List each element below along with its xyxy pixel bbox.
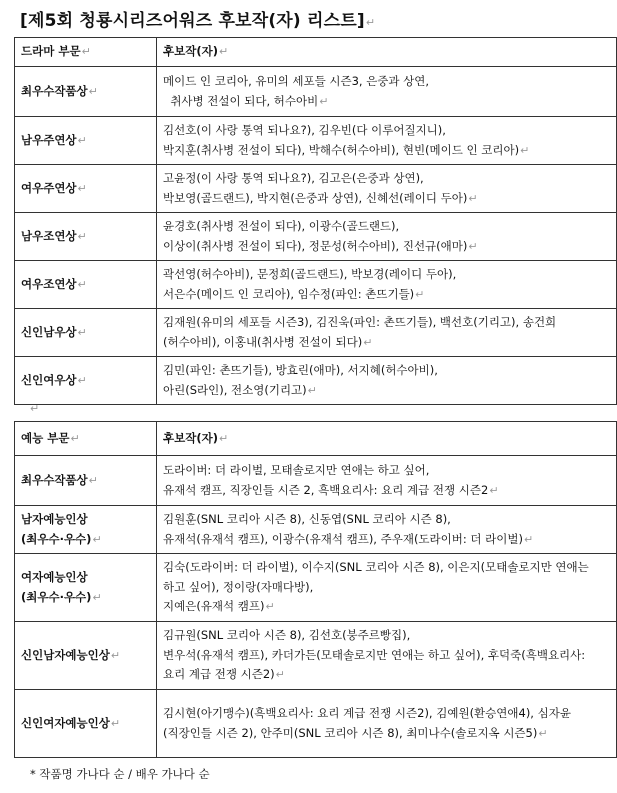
paragraph-mark-icon: ↵: [77, 373, 87, 387]
drama-category-cell: 신인여우상↵: [15, 357, 157, 405]
document-title-text: [제5회 청룡시리즈어워즈 후보작(자) 리스트]: [20, 11, 365, 31]
variety-header-nominees: 후보작(자)↵: [157, 422, 617, 456]
paragraph-mark-icon: ↵: [110, 716, 121, 730]
variety-nominees-cell: 김시현(아기맹수)(흑백요리사: 요리 계급 전쟁 시즌2), 김예원(환승연애4), 심자윤(직장인들 시즌 2), 안주미(SNL 코리아 시즌 8), 최미나수(솔로지옥 시즌5)↵: [157, 690, 617, 758]
drama-row: [15, 117, 617, 165]
paragraph-mark-icon: ↵: [365, 16, 376, 29]
paragraph-mark-icon: ↵: [489, 483, 499, 497]
variety-category-cell: 남자예능인상 (최우수·우수)↵: [15, 506, 157, 554]
variety-category-cell: 여자예능인상 (최우수·우수)↵: [15, 554, 157, 622]
drama-nominees-cell: 윤경호(취사병 전설이 되다), 이광수(골드랜드), 이상이(취사병 전설이 되다), 정문성(허수아비), 진선규(애마)↵: [157, 213, 617, 261]
variety-nominees-cell: 김숙(도라이버: 더 라이벌), 이수지(SNL 코리아 시즌 8), 이은지(모태솔로지만 연애는 하고 싶어), 정이랑(자매다방), 지예은(유재석 캠프)↵: [157, 554, 617, 622]
variety-category-cell: 신인여자예능인상↵: [15, 690, 157, 758]
paragraph-mark-icon: ↵: [30, 402, 40, 415]
paragraph-mark-icon: ↵: [520, 143, 530, 157]
paragraph-mark-icon: ↵: [538, 726, 548, 740]
drama-category-cell: 남우주연상↵: [15, 117, 157, 165]
variety-header-row: [15, 422, 617, 456]
paragraph-mark-icon: ↵: [81, 45, 91, 59]
variety-row: [15, 690, 617, 758]
variety-row: [15, 622, 617, 690]
paragraph-mark-icon: ↵: [70, 431, 80, 445]
drama-nominees-cell: 고윤정(이 사랑 통역 되나요?), 김고은(은중과 상연), 박보영(골드랜드), 박지현(은중과 상연), 신혜선(레이디 두아)↵: [157, 165, 617, 213]
drama-nominees-cell: 곽선영(허수아비), 문정희(골드랜드), 박보경(레이디 두아), 서은수(메이드 인 코리아), 임수정(파인: 촌뜨기들)↵: [157, 261, 617, 309]
drama-row: [15, 309, 617, 357]
paragraph-mark-icon: ↵: [77, 325, 87, 339]
drama-category-cell: 남우조연상↵: [15, 213, 157, 261]
variety-header-category: 예능 부문↵: [15, 422, 157, 456]
drama-header-row: [15, 38, 617, 67]
drama-nominees-cell: 메이드 인 코리아, 유미의 세포들 시즌3, 은중과 상연, 취사병 전설이 되다, 허수아비↵: [157, 67, 617, 117]
drama-nominee-table: [14, 37, 617, 405]
drama-header-category: 드라마 부문↵: [15, 38, 157, 67]
variety-row: [15, 554, 617, 622]
variety-row: [15, 456, 617, 506]
paragraph-mark-icon: ↵: [92, 590, 102, 604]
variety-nominees-cell: 도라이버: 더 라이벌, 모태솔로지만 연애는 하고 싶어, 유재석 캠프, 직장인들 시즌 2, 흑백요리사: 요리 계급 전쟁 시즌2↵: [157, 456, 617, 506]
paragraph-mark-icon: ↵: [88, 84, 98, 98]
paragraph-mark-icon: ↵: [77, 133, 87, 147]
paragraph-mark-icon: ↵: [415, 287, 425, 301]
variety-nominees-cell: 김원훈(SNL 코리아 시즌 8), 신동엽(SNL 코리아 시즌 8), 유재석(유재석 캠프), 이광수(유재석 캠프), 주우재(도라이버: 더 라이벌)↵: [157, 506, 617, 554]
drama-row: [15, 165, 617, 213]
drama-nominees-cell: 김선호(이 사랑 통역 되나요?), 김우빈(다 이루어질지니), 박지훈(취사병 전설이 되다), 박해수(허수아비), 현빈(메이드 인 코리아)↵: [157, 117, 617, 165]
drama-row: [15, 67, 617, 117]
drama-category-cell: 여우조연상↵: [15, 261, 157, 309]
paragraph-mark-icon: ↵: [265, 600, 275, 614]
paragraph-mark-icon: ↵: [319, 94, 329, 108]
variety-category-cell: 신인남자예능인상↵: [15, 622, 157, 690]
drama-category-cell: 신인남우상↵: [15, 309, 157, 357]
paragraph-mark-icon: ↵: [468, 239, 478, 253]
drama-header-nominees: 후보작(자)↵: [157, 38, 617, 67]
paragraph-mark-icon: ↵: [88, 473, 98, 487]
drama-row: [15, 261, 617, 309]
paragraph-mark-icon: ↵: [77, 229, 87, 243]
paragraph-mark-icon: ↵: [77, 181, 87, 195]
paragraph-mark-icon: ↵: [363, 335, 373, 349]
drama-row: [15, 213, 617, 261]
variety-nominee-table: [14, 421, 617, 758]
variety-nominees-cell: 김규원(SNL 코리아 시즌 8), 김선호(붕주르빵집), 변우석(유재석 캠프), 카더가든(모태솔로지만 연애는 하고 싶어), 후덕죽(흑백요리사: 요리 계급 전쟁 시즌2)↵: [157, 622, 617, 690]
variety-row: [15, 506, 617, 554]
document-title: [20, 6, 375, 31]
footnote: * 작품명 가나다 순 / 배우 가나다 순: [30, 767, 210, 781]
paragraph-mark-icon: ↵: [275, 668, 285, 682]
drama-nominees-cell: 김민(파인: 촌뜨기들), 방효린(애마), 서지혜(허수아비), 아린(S라인), 전소영(기리고)↵: [157, 357, 617, 405]
drama-category-cell: 최우수작품상↵: [15, 67, 157, 117]
drama-nominees-cell: 김재원(유미의 세포들 시즌3), 김진욱(파인: 촌뜨기들), 백선호(기리고), 송건희(허수아비), 이홍내(취사병 전설이 되다)↵: [157, 309, 617, 357]
paragraph-mark-icon: ↵: [218, 431, 229, 445]
paragraph-mark-icon: ↵: [218, 45, 229, 59]
drama-category-cell: 여우주연상↵: [15, 165, 157, 213]
variety-category-cell: 최우수작품상↵: [15, 456, 157, 506]
paragraph-mark-icon: ↵: [92, 532, 102, 546]
paragraph-mark-icon: ↵: [523, 532, 534, 546]
paragraph-mark-icon: ↵: [468, 191, 478, 205]
drama-row: [15, 357, 617, 405]
paragraph-mark-icon: ↵: [110, 648, 121, 662]
paragraph-mark-icon: ↵: [307, 383, 317, 397]
paragraph-mark-icon: ↵: [77, 277, 87, 291]
